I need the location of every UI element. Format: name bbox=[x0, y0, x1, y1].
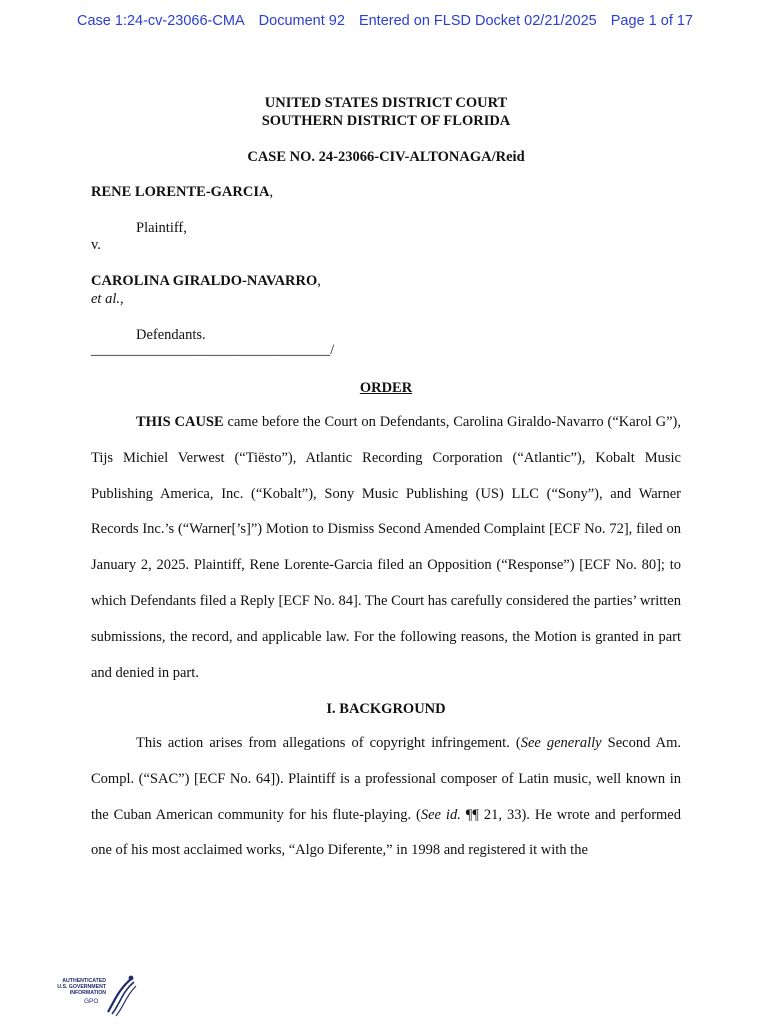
versus: v. bbox=[91, 237, 101, 253]
caption-rule: _________________________________/ bbox=[91, 342, 335, 358]
court-name-line-1: UNITED STATES DISTRICT COURT bbox=[264, 95, 508, 111]
case-number: CASE NO. 24-23066-CIV-ALTONAGA/Reid bbox=[247, 149, 525, 165]
plaintiff-name: RENE LORENTE-GARCIA bbox=[91, 184, 270, 200]
court-name-line-2: SOUTHERN DISTRICT OF FLORIDA bbox=[261, 113, 511, 129]
gpo-authentication-seal bbox=[44, 972, 130, 1018]
header-entered: Entered on FLSD Docket 02/21/2025 bbox=[358, 13, 597, 29]
section-heading-background: I. BACKGROUND bbox=[326, 701, 446, 717]
defendant-name: CAROLINA GIRALDO-NAVARRO bbox=[91, 273, 318, 289]
header-case: Case 1:24-cv-23066-CMA bbox=[76, 13, 245, 29]
order-paragraph-1: THIS CAUSE came before the Court on Defendants, Carolina Giraldo-Navarro (“Karol G”), Tijs Michiel Verwest (“Tiësto”), Atlantic Recording Corporation (“Atlantic”), Kobalt Music Publishing America, Inc. (“Kobalt”), Sony Music Publishing (US) LLC (“Sony”), and Warner Records Inc.’s (“Warner[’s]”) Motion to Dismiss Second Amended Complaint [ECF No. 72], filed on January 2, 2025. Plaintiff, Rene Lorente-Garcia filed an Opposition (“Response”) [ECF No. 80]; to which Defendants filed a Reply [ECF No. 84]. The Court has carefully considered the parties’ written submissions, the record, and applicable law. For the following reasons, the Motion is granted in part and denied in part. bbox=[91, 414, 681, 681]
header-page: Page 1 of 17 bbox=[610, 13, 694, 29]
background-paragraph: This action arises from allegations of copyright infringement. (See generally Second Am. Compl. (“SAC”) [ECF No. 64]). Plaintiff is a professional composer of Latin music, well known in the Cuban American community for his flute-playing. (See id. ¶¶ 21, 33). He wrote and performed one of his most acclaimed works, “Algo Diferente,” in 1998 and registered it with the bbox=[91, 735, 681, 859]
defendant-caption: CAROLINA GIRALDO-NAVARRO, bbox=[91, 273, 321, 289]
eagle-icon bbox=[98, 972, 138, 1018]
seal-text: AUTHENTICATED U.S. GOVERNMENT INFORMATION bbox=[57, 978, 106, 996]
plaintiff-caption: RENE LORENTE-GARCIA, bbox=[91, 184, 274, 200]
docket-header bbox=[0, 13, 770, 29]
defendant-role: Defendants. bbox=[136, 327, 206, 343]
seal-gpo-label: GPO bbox=[84, 998, 99, 1005]
defendant-etal: et al., bbox=[91, 291, 124, 307]
plaintiff-role: Plaintiff, bbox=[136, 220, 187, 236]
this-cause: THIS CAUSE bbox=[136, 414, 224, 430]
order-title: ORDER bbox=[359, 380, 413, 396]
header-document: Document 92 bbox=[258, 13, 345, 29]
